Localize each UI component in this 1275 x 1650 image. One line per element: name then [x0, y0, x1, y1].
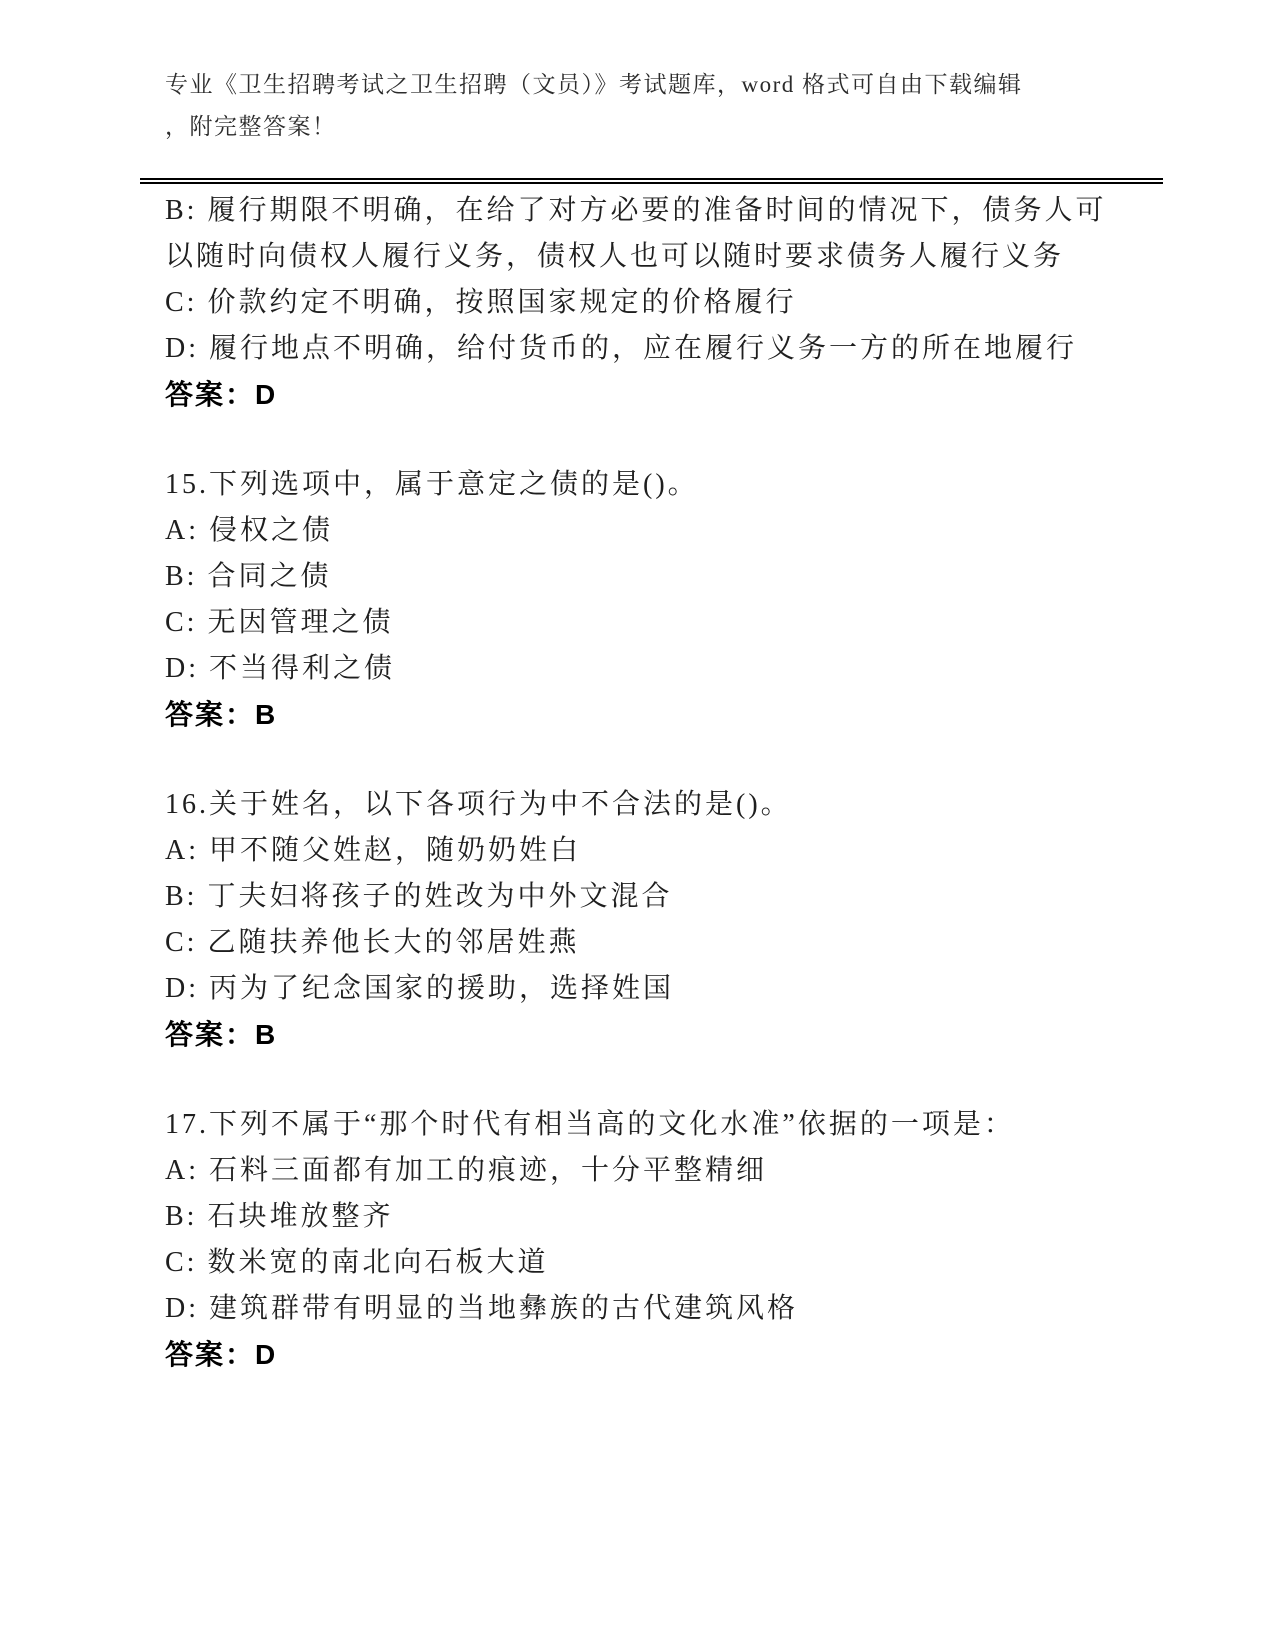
question-block-14-continuation [165, 188, 1133, 418]
answer-line: 答案：B [165, 1019, 278, 1050]
question-block-15 [165, 462, 1133, 738]
option-line: A: 石料三面都有加工的痕迹，十分平整精细 [165, 1155, 768, 1186]
question-stem: 15.下列选项中，属于意定之债的是()。 [165, 469, 699, 500]
header-line-2: ，附完整答案！ [165, 114, 337, 139]
option-line: D: 建筑群带有明显的当地彝族的古代建筑风格 [165, 1293, 799, 1324]
option-line: C: 数米宽的南北向石板大道 [165, 1247, 549, 1278]
header-line-1: 专业《卫生招聘考试之卫生招聘（文员）》考试题库，word 格式可自由下载编辑 [165, 72, 1023, 97]
option-line: D: 不当得利之债 [165, 653, 396, 684]
option-line: D: 履行地点不明确，给付货币的，应在履行义务一方的所在地履行 [165, 333, 1078, 364]
header-divider [140, 178, 1163, 184]
question-stem: 17.下列不属于“那个时代有相当高的文化水准”依据的一项是： [165, 1109, 1015, 1140]
option-line: B: 合同之债 [165, 561, 332, 592]
question-block-17 [165, 1102, 1133, 1378]
document-body [165, 188, 1133, 1378]
option-line: B: 石块堆放整齐 [165, 1201, 394, 1232]
answer-line: 答案：D [165, 1339, 278, 1370]
option-line: C: 价款约定不明确，按照国家规定的价格履行 [165, 287, 797, 318]
option-line: B: 履行期限不明确，在给了对方必要的准备时间的情况下，债务人可以随时向债权人履行义务，债权人也可以随时要求债务人履行义务 [165, 195, 1107, 272]
option-line: A: 侵权之债 [165, 515, 334, 546]
option-line: D: 丙为了纪念国家的援助，选择姓国 [165, 973, 675, 1004]
option-line: C: 乙随扶养他长大的邻居姓燕 [165, 927, 580, 958]
question-stem: 16.关于姓名，以下各项行为中不合法的是()。 [165, 789, 792, 820]
option-line: A: 甲不随父姓赵，随奶奶姓白 [165, 835, 582, 866]
option-line: B: 丁夫妇将孩子的姓改为中外文混合 [165, 881, 673, 912]
document-header [165, 64, 1115, 148]
answer-line: 答案：D [165, 379, 278, 410]
answer-line: 答案：B [165, 699, 278, 730]
question-block-16 [165, 782, 1133, 1058]
option-line: C: 无因管理之债 [165, 607, 394, 638]
